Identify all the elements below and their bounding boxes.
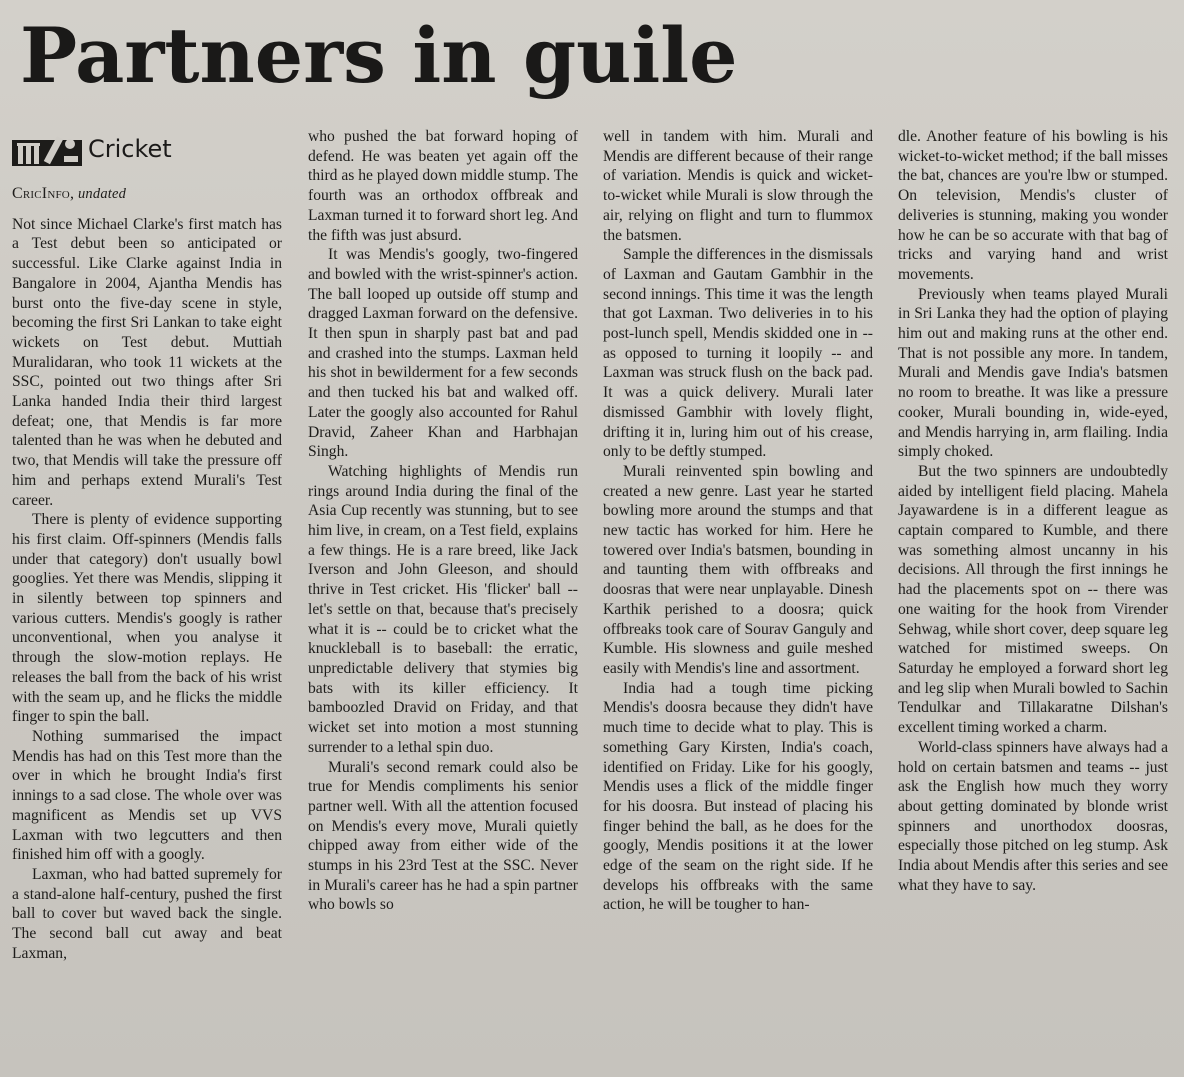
paragraph: World-class spinners have always had a hold on certain batsmen and teams -- just ask the English how much they worry about getting dominated by blonde wrist spinners and unorthodox doosras, especially those pitched on leg stump. Ask India about Mendis after this series and see what they have to say. [898,738,1168,894]
paragraph: Nothing summarised the impact Mendis has had on this Test more than the over in which he brought India's first innings to a sad close. The whole over was magnificent as Mendis set up VVS Laxman with two legcutters and then finished him off with a googly. [12,727,282,864]
paragraph: But the two spinners are undoubtedly aided by intelligent field placing. Mahela Jayawardene is in a different league as captain compared to Kumble, and there was something almost uncanny in his decisions. All through the first innings he had the placements spot on -- there was one waiting for the hook from Virender Sehwag, while short cover, deep square leg watched for mistimed sweeps. On Saturday he employed a forward short leg and leg slip when Murali bowled to Sachin Tendulkar and Tillakaratne Dilshan's excellent timing worked a charm. [898,462,1168,737]
article-column-4 [898,127,1168,895]
byline [12,184,282,205]
paragraph: Not since Michael Clarke's first match has a Test debut been so anticipated or successful. Like Clarke against India in Bangalore in 2004, Ajantha Mendis has burst onto the five-day scene in style, becoming the first Sri Lankan to take eight wickets on Test debut. Muttiah Muralidaran, who took 11 wickets at the SSC, pointed out two things after Sri Lanka handed India their third largest defeat; one, that Mendis is far more talented than he was when he debuted and two, that Mendis will take the pressure off him and perhaps extend Murali's Test career. [12,215,282,509]
section-name: Cricket [88,135,172,164]
paragraph: well in tandem with him. Murali and Mendis are different because of their range of variation. Mendis is quick and wicket-to-wicket while Murali is slow through the air, relying on flight and turn to flummox the batsmen. [603,128,873,244]
headline: Partners in guile [20,11,738,100]
byline-date: undated [77,186,127,202]
section-label [12,130,282,170]
paragraph: Watching highlights of Mendis run rings around India during the final of the Asia Cup recently was stunning, but to see him live, in cream, on a Test field, explains a few things. He is a rare breed, like Jack Iverson and John Gleeson, and should thrive in Test cricket. His 'flicker' ball -- let's settle on that, because that's precisely what it is -- could be to cricket what the knuckleball is to baseball: the erratic, unpredictable delivery that stymies big bats with its killer efficiency. It bamboozled Dravid on Friday, and that wicket set into motion a most stunning surrender to a lethal spin duo. [308,462,578,756]
paragraph: dle. Another feature of his bowling is his wicket-to-wicket method; if the ball misses the bat, chances are you're lbw or stumped. On television, Mendis's cluster of deliveries is stunning, making you wonder how he can be so accurate with that bag of tricks and varying hand and wrist movements. [898,128,1168,283]
paragraph: There is plenty of evidence supporting his first claim. Off-spinners (Mendis falls under that category) don't usually bowl googlies. Yet there was Mendis, slipping it in silently between top spinners and various cutters. Mendis's googly is rather unconventional, when you analyse it through the slow-motion replays. He releases the ball from the back of his wrist with the seam up, and he flicks the middle finger to spin the ball. [12,511,282,726]
paragraph: Sample the differences in the dismissals of Laxman and Gautam Gambhir in the second innings. This time it was the length that got Laxman. Two deliveries in to his post-lunch spell, Mendis skidded one in -- as opposed to turning it loopily -- and Laxman was struck flush on the back pad. It was a quick delivery. Murali later dismissed Gambhir with lovely flight, drifting it in, luring him out of his crease, only to be deftly stumped. [603,246,873,461]
article-column-2 [308,127,578,915]
byline-source: CricInfo, [12,185,75,202]
article-column-3 [603,127,873,915]
paragraph: India had a tough time picking Mendis's doosra because they didn't have much time to decide what to play. This is something Gary Kirsten, India's coach, identified on Friday. Like for his googly, Mendis uses a flick of the middle finger for his doosra. But instead of placing his finger behind the ball, as he does for the googly, Mendis positions it at the lower edge of the seam on the right side. If he develops his offbreaks with the same action, he will be tougher to han- [603,679,873,914]
paragraph: who pushed the bat forward hoping of defend. He was beaten yet again off the third as he played down middle stump. The fourth was an orthodox offbreak and Laxman turned it to forward short leg. And the fifth was just absurd. [308,128,578,244]
paragraph: Previously when teams played Murali in Sri Lanka they had the option of playing him out and making runs at the other end. That is not possible any more. In tandem, Murali and Mendis gave India's batsmen no room to breathe. It was like a pressure cooker, Murali bounding in, wide-eyed, and Mendis harrying in, arm flailing. India simply choked. [898,285,1168,461]
paragraph: It was Mendis's googly, two-fingered and bowled with the wrist-spinner's action. The ball looped up outside off stump and dragged Laxman forward on the defensive. It then spun in sharply past bat and pad and crashed into the stumps. Laxman held his shot in bewilderment for a few seconds and then tucked his bat and walked off. Later the googly also accounted for Rahul Dravid, Zaheer Khan and Harbhajan Singh. [308,246,578,461]
paragraph: Murali reinvented spin bowling and created a new genre. Last year he started bowling more around the stumps and that new tactic has worked for him. Here he towered over India's batsmen, bounding in and taunting them with offbreaks and doosras that were near unplayable. Dinesh Karthik perished to a doosra; quick offbreaks took care of Sourav Ganguly and Kumble. His slowness and guile meshed easily with Mendis's line and assortment. [603,462,873,677]
paragraph: Laxman, who had batted supremely for a stand-alone half-century, pushed the first ball to cover but waved back the single. The second ball cut away and beat Laxman, [12,865,282,962]
cricket-icon [12,134,82,166]
article-column-1 [12,130,282,963]
paragraph: Murali's second remark could also be true for Mendis compliments his senior partner well. With all the attention focused on Mendis's every move, Murali quietly chipped away from either wide of the stumps in his 23rd Test at the SSC. Never in Murali's career has he had a spin partner who bowls so [308,758,578,914]
